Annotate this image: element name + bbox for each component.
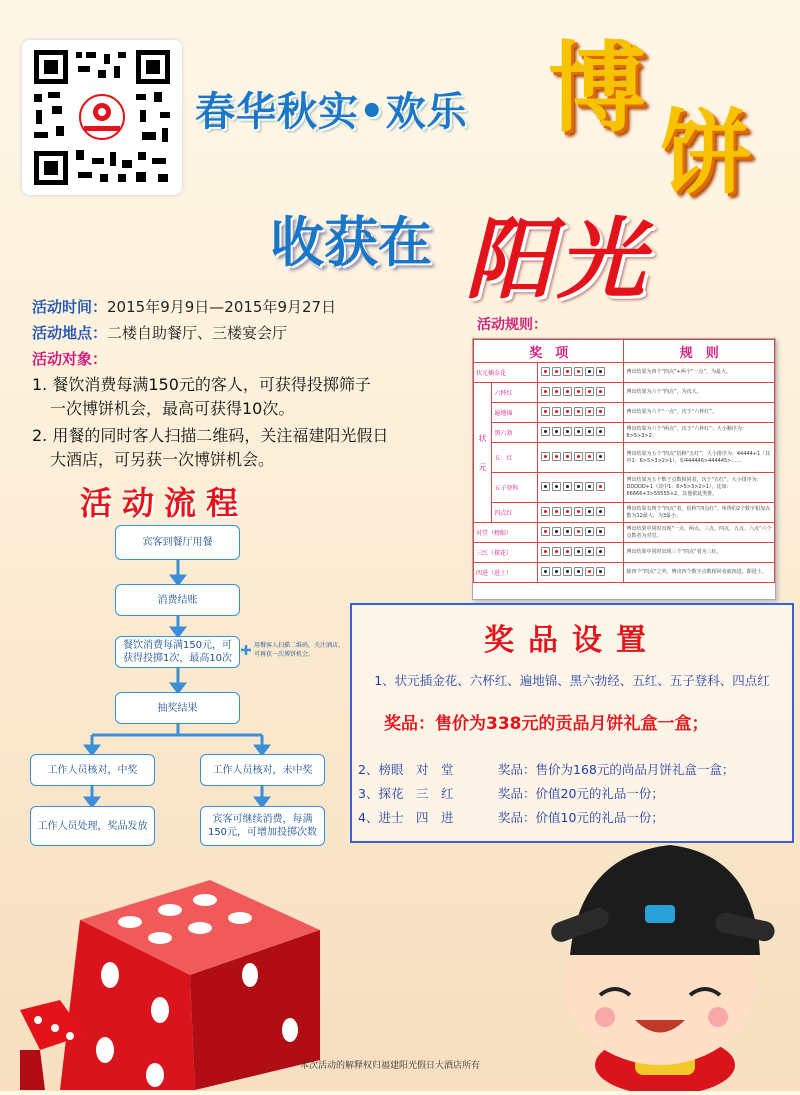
dice-face-icon: [574, 367, 583, 376]
rules-row: [474, 473, 775, 503]
flow-step-dine: 宾客到餐厅用餐: [115, 525, 240, 560]
dice-face-icon: [552, 407, 561, 416]
dice-face-icon: [596, 507, 605, 516]
rules-row-rule: 博出结果为六个“四点”，为次大。: [624, 383, 775, 403]
dice-face-icon: [574, 452, 583, 461]
rules-row-name: 遍地锦: [492, 403, 537, 423]
dice-face-icon: [563, 567, 572, 576]
rules-row-rule: 除四个“四点”之外，博出四个数字点数相同者就四进，即进士。: [624, 563, 775, 583]
prize-title: 奖品设置: [484, 623, 660, 658]
flow-step-win: 工作人员核对，中奖: [30, 754, 155, 786]
rules-row: [474, 383, 775, 403]
rules-col-rule: 规 则: [624, 340, 775, 363]
flow-step-award: 工作人员处理，奖品发放: [30, 806, 155, 846]
prize-row-2-name: 2、榜眼 对 堂: [358, 762, 454, 777]
dice-face-icon: [585, 407, 594, 416]
flow-step-checkout: 消费结账: [115, 584, 240, 616]
rules-col-award: 奖 项: [474, 340, 624, 363]
dice-face-icon: [552, 567, 561, 576]
rules-row: [474, 443, 775, 473]
rules-row-dice: [537, 473, 624, 503]
rules-row-rule: 博出结果中同时出现三个“四点”者为三红。: [624, 543, 775, 563]
dice-face-icon: [563, 482, 572, 491]
dice-face-icon: [563, 367, 572, 376]
prize-row-3-prize: 奖品：价值20元的礼品一份；: [498, 786, 664, 801]
rules-row-rule: 博出结果为五个“四点”俗称“五红”，大小排序为：44444+1（其中1：6>5>3>2>1），如444446>444445>……: [624, 443, 775, 473]
flow-side-note: 用餐客人扫描二维码，关注酒店，可再获一次博饼机会。: [254, 642, 345, 658]
rules-row-dice: [537, 443, 624, 473]
dice-face-icon: [596, 482, 605, 491]
target-item-1-line2: 一次博饼机会，最高可获得10次。: [50, 399, 295, 418]
rules-row: [474, 543, 775, 563]
rules-row: [474, 363, 775, 383]
rules-row-rule: 博出结果为六个“一点”，次于“六杯红”。: [624, 403, 775, 423]
rules-row-name: 对堂（榜眼）: [474, 523, 538, 543]
dice-face-icon: [563, 507, 572, 516]
flow-step-nowin: 工作人员核对，未中奖: [200, 754, 325, 786]
dice-face-icon: [574, 427, 583, 436]
dice-face-icon: [596, 527, 605, 536]
dice-face-icon: [574, 482, 583, 491]
rules-row: [474, 403, 775, 423]
headline-yangguang: 阳光: [465, 207, 650, 311]
rules-row: [474, 523, 775, 543]
dice-face-icon: [585, 387, 594, 396]
dice-face-icon: [563, 452, 572, 461]
prize-row-3-name: 3、探花 三 红: [358, 786, 454, 801]
dice-face-icon: [585, 567, 594, 576]
prize-row-2-prize: 奖品：售价为168元的尚品月饼礼盒一盒；: [498, 762, 735, 777]
rules-row-dice: [537, 543, 624, 563]
dice-face-icon: [563, 387, 572, 396]
rules-row-rule: 博出结果为五个数子点数相同者，次于“五红”。大小排序为：DDDDD+1（其中1：6>5>3>2>1），比如：66666+3>55555+2，其他依此类推。: [624, 473, 775, 503]
dice-face-icon: [585, 482, 594, 491]
rules-row-name: 五 红: [492, 443, 537, 473]
dice-face-icon: [552, 547, 561, 556]
headline-line1: 春华秋实•欢乐: [195, 89, 468, 135]
rules-row-dice: [537, 403, 624, 423]
dice-face-icon: [574, 507, 583, 516]
rules-side-char: 元: [478, 462, 487, 472]
footer-disclaimer: 本次活动的解释权归福建阳光假日大酒店所有: [300, 1061, 481, 1071]
rules-label: 活动规则：: [477, 317, 547, 333]
rules-row-rule: 博出结果有四个“四点”者，俗称“四点红”，所得的2个数字相加点数为12最大，为3最小。: [624, 503, 775, 523]
dice-face-icon: [541, 527, 550, 536]
dice-face-icon: [596, 367, 605, 376]
event-place-label: 活动地点：: [32, 324, 108, 342]
dice-face-icon: [574, 527, 583, 536]
dice-face-icon: [552, 367, 561, 376]
rules-row-name: 三红（探花）: [474, 543, 538, 563]
event-time-label: 活动时间：: [32, 298, 108, 316]
dice-face-icon: [541, 407, 550, 416]
dice-face-icon: [541, 547, 550, 556]
dice-face-icon: [596, 567, 605, 576]
dice-face-icon: [574, 407, 583, 416]
dice-face-icon: [585, 367, 594, 376]
dice-face-icon: [541, 387, 550, 396]
dice-face-icon: [541, 507, 550, 516]
rules-row-dice: [537, 423, 624, 443]
dice-face-icon: [596, 427, 605, 436]
rules-row-rule: 博出结果为六个“两点”，次于“六杯红”；大小顺序为：6>5>3>2。: [624, 423, 775, 443]
rules-row-dice: [537, 363, 624, 383]
rules-row-name: 六杯红: [492, 383, 537, 403]
dice-face-icon: [585, 427, 594, 436]
dice-face-icon: [541, 367, 550, 376]
mascot-icon: [540, 835, 780, 1091]
target-item-2-line2: 大酒店，可另获一次博饼机会。: [50, 450, 275, 469]
prize-row-4-prize: 奖品：价值10元的礼品一份；: [498, 810, 664, 825]
headline-bing: 饼: [660, 100, 753, 207]
rules-row-rule: 博出结果为四个“四点”+两个“一点”，为最大。: [624, 363, 775, 383]
target-item-2-line1: 2. 用餐的同时客人扫描二维码，关注福建阳光假日: [32, 426, 389, 445]
flow-step-continue: 宾客可继续消费，每满150元，可增加投掷次数: [200, 806, 325, 846]
dice-face-icon: [596, 547, 605, 556]
dice-face-icon: [563, 407, 572, 416]
rules-row-name: 四进（进士）: [474, 563, 538, 583]
dice-face-icon: [574, 567, 583, 576]
rules-row: [474, 423, 775, 443]
dice-face-icon: [585, 452, 594, 461]
dice-face-icon: [541, 427, 550, 436]
dice-face-icon: [563, 527, 572, 536]
dice-face-icon: [585, 507, 594, 516]
dice-face-icon: [585, 527, 594, 536]
rules-row-name: 黑六勃: [492, 423, 537, 443]
rules-side-label: [474, 383, 492, 523]
dice-face-icon: [541, 482, 550, 491]
dice-face-icon: [563, 547, 572, 556]
event-place-value: 二楼自助餐厅、三楼宴会厅: [107, 324, 288, 342]
rules-table: [472, 338, 776, 600]
dice-face-icon: [596, 387, 605, 396]
dice-face-icon: [552, 482, 561, 491]
rules-side-char: 状: [478, 433, 487, 443]
dice-face-icon: [563, 427, 572, 436]
dice-face-icon: [552, 507, 561, 516]
rules-row-dice: [537, 523, 624, 543]
event-target-label: 活动对象：: [32, 350, 108, 368]
rules-row-name: 四点红: [492, 503, 537, 523]
dice-face-icon: [574, 387, 583, 396]
dice-face-icon: [574, 547, 583, 556]
prize-line1: 1、状元插金花、六杯红、遍地锦、黑六勃经、五红、五子登科、四点红: [374, 673, 770, 688]
rules-row-dice: [537, 383, 624, 403]
target-item-1-line1: 1. 餐饮消费每满150元的客人，可获得投掷筛子: [32, 375, 371, 394]
dice-face-icon: [552, 452, 561, 461]
prize-row-4-name: 4、进士 四 进: [358, 810, 454, 825]
headline-line2: 收获在: [270, 211, 432, 274]
rules-row-dice: [537, 503, 624, 523]
dice-face-icon: [552, 387, 561, 396]
prize-box: [350, 603, 794, 843]
flow-step-throw: 餐饮消费每满150元，可获得投掷1次，最高10次: [115, 636, 240, 668]
headline-bo: 博: [548, 32, 647, 146]
dice-icon: [20, 860, 320, 1090]
event-time-value: 2015年9月9日—2015年9月27日: [107, 298, 337, 316]
rules-row: [474, 503, 775, 523]
rules-row-dice: [537, 563, 624, 583]
dice-face-icon: [541, 567, 550, 576]
rules-row-name: 五子登科: [492, 473, 537, 503]
prize-top-award: 奖品：售价为338元的贡品月饼礼盒一盒；: [384, 714, 709, 734]
dice-face-icon: [552, 427, 561, 436]
dice-face-icon: [596, 452, 605, 461]
rules-row-name: 状元插金花: [474, 363, 538, 383]
flow-title: 活动流程: [80, 484, 249, 522]
rules-row-rule: 博出结果中同时出现“一点、两点、三点、四点、五点、六点”六个点数者为对堂。: [624, 523, 775, 543]
flow-step-result: 抽奖结果: [115, 692, 240, 724]
dice-face-icon: [552, 527, 561, 536]
dice-face-icon: [541, 452, 550, 461]
dice-face-icon: [596, 407, 605, 416]
rules-row: [474, 563, 775, 583]
dice-face-icon: [585, 547, 594, 556]
